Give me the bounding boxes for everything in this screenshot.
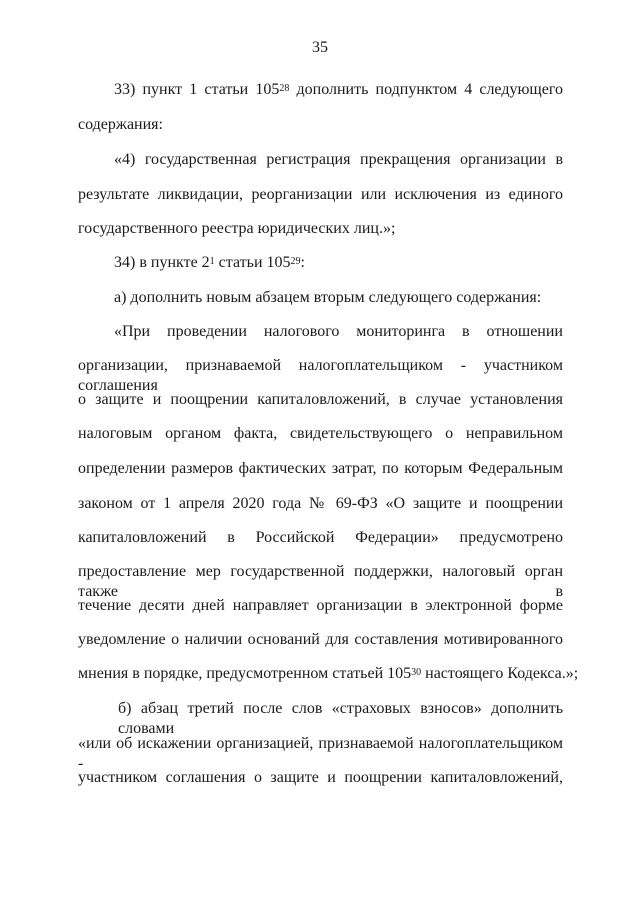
quote-a-line-4: налоговым органом факта, свидетельствующего о неправильном — [78, 425, 563, 442]
quote-a-line-1: «При проведении налогового мониторинга в отношении — [114, 323, 563, 340]
quote-a-line-5: определении размеров фактических затрат, по которым Федеральным — [78, 460, 563, 477]
quote-4-line-1: «4) государственная регистрация прекращения организации в — [114, 151, 563, 168]
quote-4-line-3: государственного реестра юридических лиц.»; — [78, 220, 396, 237]
subitem-b-line-3: участником соглашения о защите и поощрении капиталовложений, — [78, 769, 563, 786]
item-33-line-2: содержания: — [78, 116, 163, 133]
subitem-b-line-2: «или об искажении организацией, признаваемой налогоплательщиком - — [78, 735, 563, 772]
subitem-a: а) дополнить новым абзацем вторым следующего содержания: — [114, 289, 542, 306]
quote-a-line-11: мнения в порядке, предусмотренном статьей $105^{30}$ настоящего Кодекса.»; — [78, 665, 579, 682]
quote-a-line-8: предоставление мер государственной поддержки, налоговый орган также в — [78, 563, 563, 600]
quote-a-line-3: о защите и поощрении капиталовложений, в случае установления — [78, 391, 563, 408]
subitem-b-line-1: б) абзац третий после слов «страховых взносов» дополнить словами — [118, 700, 563, 737]
quote-a-line-2: организации, признаваемой налогоплательщиком - участником соглашения — [78, 357, 563, 394]
quote-4-line-2: результате ликвидации, реорганизации или исключения из единого — [78, 186, 563, 203]
quote-a-line-10: уведомление о наличии оснований для составления мотивированного — [78, 631, 563, 648]
quote-a-line-9: течение десяти дней направляет организации в электронной форме — [78, 597, 563, 614]
item-34: 34) в пункте $2^1$ статьи $105^{29}$: — [114, 254, 305, 271]
item-33-line-1: 33) пункт 1 статьи $105^{28}$ дополнить подпунктом 4 следующего — [114, 81, 563, 98]
page-number: 35 — [312, 39, 328, 56]
quote-a-line-6: законом от 1 апреля 2020 года № 69-ФЗ «О защите и поощрении — [78, 495, 563, 512]
quote-a-line-7: капиталовложений в Российской Федерации» предусмотрено — [78, 529, 563, 546]
